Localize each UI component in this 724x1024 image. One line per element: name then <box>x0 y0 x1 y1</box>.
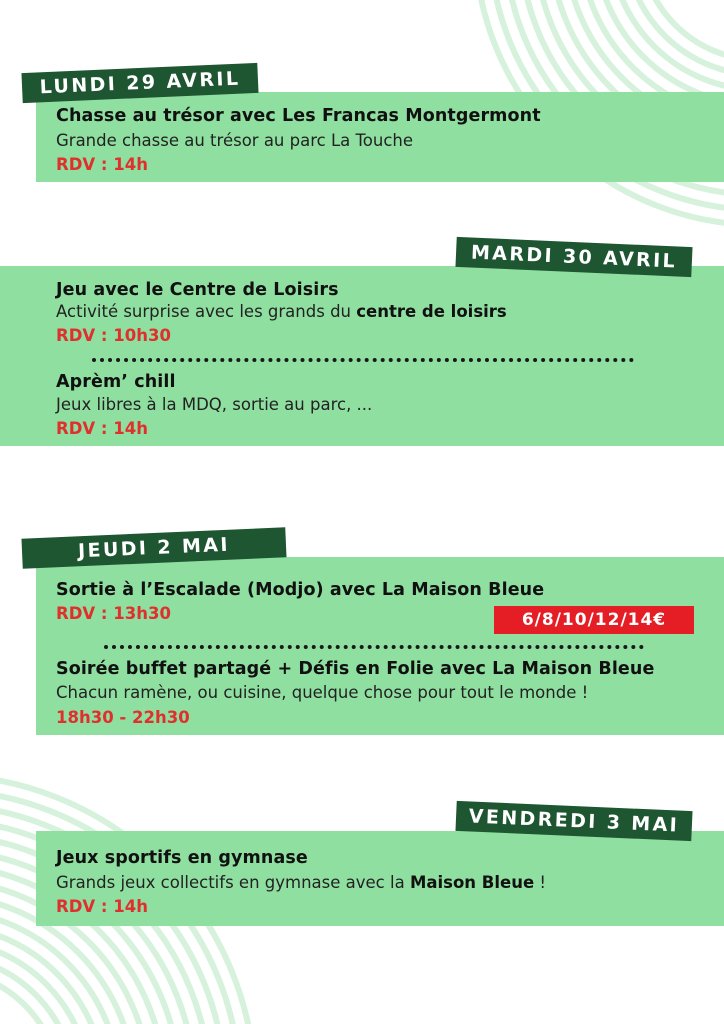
event-description <box>56 873 546 892</box>
day-tag-monday: LUNDI 29 AVRIL <box>21 63 258 103</box>
dotted-divider <box>104 645 644 649</box>
description-text-end: ! <box>534 873 547 892</box>
day-tag-thursday: JEUDI 2 MAI <box>21 527 286 568</box>
description-text: Activité surprise avec les grands du <box>56 302 357 321</box>
event-title: Chasse au trésor avec Les Francas Montgermont <box>56 106 541 126</box>
day-tag-friday: VENDREDI 3 MAI <box>455 801 692 841</box>
description-emphasis: centre de loisirs <box>356 302 507 321</box>
event-title: Jeu avec le Centre de Loisirs <box>56 280 339 300</box>
event-title: Aprèm’ chill <box>56 372 176 392</box>
description-text: Grands jeux collectifs en gymnase avec la <box>56 873 410 892</box>
event-time: 18h30 - 22h30 <box>56 708 190 727</box>
price-badge: 6/8/10/12/14€ <box>494 606 694 634</box>
event-time: RDV : 13h30 <box>56 604 171 623</box>
event-title: Soirée buffet partagé + Défis en Folie avec La Maison Bleue <box>56 659 655 679</box>
event-description: Grande chasse au trésor au parc La Touche <box>56 131 414 150</box>
event-description <box>56 302 507 321</box>
event-title: Jeux sportifs en gymnase <box>56 848 308 868</box>
description-emphasis: Maison Bleue <box>409 873 535 892</box>
dotted-divider <box>92 358 634 362</box>
event-time: RDV : 14h <box>56 155 148 174</box>
event-description: Chacun ramène, ou cuisine, quelque chose pour tout le monde ! <box>56 683 589 702</box>
event-time: RDV : 14h <box>56 897 148 916</box>
day-tag-tuesday: MARDI 30 AVRIL <box>455 237 692 277</box>
event-title: Sortie à l’Escalade (Modjo) avec La Maison Bleue <box>56 580 545 600</box>
event-description: Jeux libres à la MDQ, sortie au parc, ... <box>56 395 373 414</box>
event-time: RDV : 10h30 <box>56 326 171 345</box>
event-time: RDV : 14h <box>56 419 148 438</box>
